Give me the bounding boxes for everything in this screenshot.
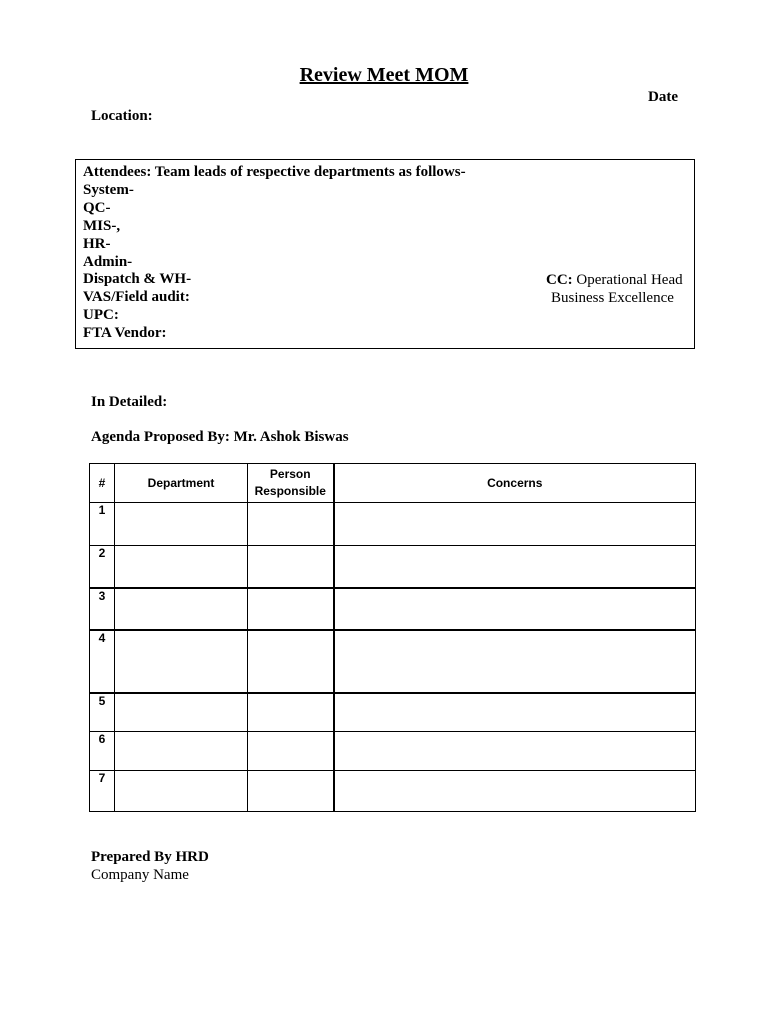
attendee-qc: QC- [83, 199, 111, 216]
table-row [90, 546, 696, 588]
department-cell[interactable] [115, 630, 248, 693]
in-detailed-label: In Detailed: [91, 394, 168, 410]
department-cell[interactable] [115, 503, 248, 546]
cc-label: CC: [546, 272, 573, 288]
row-number: 2 [90, 546, 115, 588]
department-cell[interactable] [115, 771, 248, 812]
row-number: 6 [90, 732, 115, 771]
person-cell[interactable] [248, 693, 334, 732]
attendee-mis: MIS-, [83, 217, 121, 234]
location-label: Location: [91, 108, 153, 124]
attendee-admin: Admin- [83, 253, 133, 270]
person-cell[interactable] [248, 546, 334, 588]
attendee-dispatch: Dispatch & WH- [83, 271, 192, 288]
concerns-cell[interactable] [334, 588, 696, 630]
table-row [90, 630, 696, 693]
table-row [90, 588, 696, 630]
agenda-label: Agenda Proposed By: Mr. Ashok Biswas [91, 429, 349, 445]
department-cell[interactable] [115, 732, 248, 771]
attendees-list [83, 164, 466, 343]
row-number: 3 [90, 588, 115, 630]
table-row [90, 503, 696, 546]
concerns-cell[interactable] [334, 546, 696, 588]
concerns-cell[interactable] [334, 693, 696, 732]
company-name: Company Name [91, 867, 189, 883]
person-cell[interactable] [248, 732, 334, 771]
concerns-cell[interactable] [334, 771, 696, 812]
row-number: 7 [90, 771, 115, 812]
header-number: # [90, 464, 115, 503]
attendee-vas: VAS/Field audit: [83, 289, 190, 306]
row-number: 5 [90, 693, 115, 732]
table-row [90, 771, 696, 812]
concerns-table [89, 463, 696, 812]
department-cell[interactable] [115, 546, 248, 588]
cc-operational-head: Operational Head [576, 272, 683, 288]
cc-business-excellence: Business Excellence [551, 290, 674, 306]
concerns-cell[interactable] [334, 630, 696, 693]
table-row [90, 693, 696, 732]
person-cell[interactable] [248, 630, 334, 693]
attendees-heading: Attendees: Team leads of respective departments as follows- [83, 164, 466, 180]
header-person-responsible: Person Responsible [248, 464, 334, 503]
attendee-system: System- [83, 181, 134, 198]
document-title: Review Meet MOM [299, 64, 469, 86]
cc-line [546, 272, 683, 289]
attendee-hr: HR- [83, 235, 111, 252]
table-header-row [90, 464, 696, 503]
person-cell[interactable] [248, 771, 334, 812]
row-number: 4 [90, 630, 115, 693]
concerns-cell[interactable] [334, 732, 696, 771]
row-number: 1 [90, 503, 115, 546]
attendee-upc: UPC: [83, 307, 119, 324]
attendee-fta-vendor: FTA Vendor: [83, 325, 167, 342]
person-cell[interactable] [248, 503, 334, 546]
department-cell[interactable] [115, 693, 248, 732]
concerns-cell[interactable] [334, 503, 696, 546]
table-row [90, 732, 696, 771]
person-cell[interactable] [248, 588, 334, 630]
department-cell[interactable] [115, 588, 248, 630]
prepared-by: Prepared By HRD [91, 849, 209, 865]
header-department: Department [115, 464, 248, 503]
header-concerns: Concerns [334, 464, 696, 503]
date-label: Date [648, 89, 678, 105]
